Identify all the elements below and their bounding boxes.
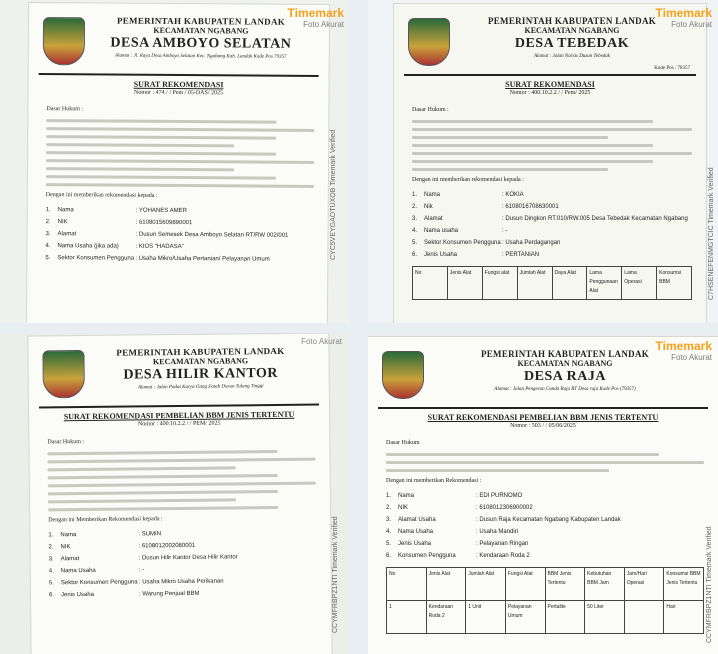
table-row <box>386 601 704 634</box>
field-no: 1. <box>412 192 418 198</box>
field-label: Alamat Usaha <box>398 517 436 523</box>
table-cell: 50 Liter <box>584 601 624 633</box>
field-row <box>49 577 317 589</box>
field-row <box>386 516 704 525</box>
watermark-subtitle: Foto Akurat <box>301 337 342 346</box>
field-row <box>49 589 317 601</box>
table-header-cell: No <box>389 571 396 577</box>
field-row <box>46 218 314 229</box>
regency-name: PEMERINTAH KABUPATEN LANDAK <box>480 349 650 359</box>
field-no: 4. <box>45 243 51 250</box>
letter-title: SURAT REKOMENDASI <box>133 79 224 90</box>
table-cell: Hari <box>663 601 703 633</box>
field-label: Alamat <box>424 216 443 222</box>
village-address: Alamat : Jalan Pengeran Cunda Raja RT Desa raja Kode Pos (79357) <box>494 387 636 392</box>
table-header-cell: BBM Jenis Tertentu <box>545 568 585 600</box>
field-value: : Usaha Mikro/Usaha Pertanian/ Pelayanan Umum <box>135 255 270 263</box>
table-header-cell: Kebutuhan BBM Jam <box>584 568 624 600</box>
field-row <box>46 206 314 217</box>
regency-name: PEMERINTAH KABUPATEN LANDAK <box>116 345 285 358</box>
recommendation-statement: Dengan ini Memberikan Rekomendasi kepada : <box>48 516 163 524</box>
field-no: 6. <box>48 592 55 599</box>
regency-name: PEMERINTAH KABUPATEN LANDAK <box>116 15 286 27</box>
regency-name: PEMERINTAH KABUPATEN LANDAK <box>487 16 657 26</box>
timemark-watermark <box>288 6 344 29</box>
field-row <box>45 242 313 253</box>
text-line <box>47 450 277 455</box>
field-no: 5. <box>45 255 51 262</box>
table-cell: 1 Unit <box>465 601 505 633</box>
field-no: 2. <box>412 204 418 210</box>
document-sheet <box>27 3 329 323</box>
field-value: : Kendaraan Roda 2 <box>476 553 530 559</box>
field-no: 3. <box>412 216 418 222</box>
field-value: : EDI PURNOMO <box>476 493 523 499</box>
village-name: DESA AMBOYO SELATAN <box>110 35 292 52</box>
field-row <box>386 552 704 561</box>
field-value: : KIOS "HADASA" <box>135 243 184 251</box>
field-value: : Dusun Dingkon RT.010/RW.005 Desa Tebedak Kecamatan Ngabang <box>502 216 688 222</box>
text-line <box>48 498 236 503</box>
field-row <box>49 553 317 565</box>
text-line <box>46 167 234 171</box>
text-line <box>412 136 608 139</box>
photo-3-hilir-kantor <box>0 333 350 654</box>
field-value: : Dusun Raja Kecamatan Ngabang Kabupaten Landak <box>476 517 621 523</box>
recipient-fields <box>45 206 313 265</box>
field-row <box>386 528 704 537</box>
equipment-table-header <box>386 567 704 601</box>
field-label: Sektor Konsumen Pengguna <box>60 579 138 587</box>
field-no: 5. <box>48 580 54 587</box>
field-label: Nama usaha <box>424 228 459 234</box>
district-name: KECAMATAN NGABANG <box>517 359 613 368</box>
field-value: : Dusun Hilir Kantor Desa Hilir Kantor <box>138 554 238 562</box>
field-value: : Usaha Mikro Usaha Perikanan <box>138 578 224 586</box>
text-line <box>412 144 653 147</box>
field-row <box>48 541 316 553</box>
field-no: 5. <box>386 541 392 547</box>
field-no: 3. <box>48 556 54 563</box>
table-header-cell: Jumlah Alat <box>465 568 505 600</box>
field-row <box>412 203 692 212</box>
field-no: 4. <box>386 529 392 535</box>
table-header-cell: Jenis Alat <box>426 568 466 600</box>
field-label: Nama <box>60 532 77 539</box>
text-line <box>386 453 659 456</box>
letter-title: SURAT REKOMENDASI PEMBELIAN BBM JENIS TERTENTU <box>63 409 295 422</box>
field-value: : PERTANIAN <box>502 252 540 258</box>
field-no: 2. <box>386 505 392 511</box>
letterhead <box>39 13 319 77</box>
photo-2-tebedak <box>368 0 718 323</box>
field-label: Nama Usaha (jika ada) <box>57 243 119 250</box>
letter-number: Nomor : 400.10.2.2 / / Pem/ 2025 <box>509 90 591 96</box>
field-no: 2. <box>45 219 51 226</box>
letterhead-text <box>88 346 312 391</box>
field-row <box>386 492 704 501</box>
field-label: Nama <box>57 207 74 214</box>
text-line <box>48 482 316 488</box>
field-value: : 6108015609890001 <box>135 219 193 227</box>
text-line <box>412 120 653 123</box>
field-no: 3. <box>45 231 51 238</box>
field-label: NIK <box>60 544 71 551</box>
text-line <box>48 466 236 471</box>
text-line <box>46 119 276 124</box>
grid-gutter-horizontal <box>0 323 718 333</box>
recipient-fields <box>412 191 692 260</box>
recommendation-statement: Dengan ini memberikan Rekomendasi : <box>386 478 482 484</box>
field-row <box>45 254 313 265</box>
verification-code: CYC5VEYGAOTUXOB Timemark Verified <box>330 129 337 260</box>
field-value: : 6108016708630001 <box>502 204 559 210</box>
table-header-cell: Lama Operasi <box>621 267 656 299</box>
field-value: : Usaha Mandiri <box>476 529 519 535</box>
field-row <box>412 251 692 260</box>
table-cell: Pertalite <box>545 601 585 633</box>
field-label: Jenis Usaha <box>60 591 95 599</box>
field-label: Nama Usaha <box>398 529 434 535</box>
field-row <box>412 227 692 236</box>
text-line <box>46 143 234 147</box>
letterhead-text <box>89 15 313 60</box>
text-line <box>46 135 276 140</box>
legal-basis-heading: Dasar Hukum : <box>46 106 84 113</box>
text-line <box>386 469 609 472</box>
equipment-table <box>412 266 692 300</box>
landak-regency-logo-icon <box>43 17 85 65</box>
table-cell: Pelayanan Umum <box>505 601 545 633</box>
field-value: : YOHANES AMER <box>135 207 187 215</box>
legal-basis-heading: Dasar Hukum <box>386 440 420 446</box>
field-value: : 6108012306900002 <box>476 505 533 511</box>
table-header-cell: Jam/Hari Operasi <box>624 568 664 600</box>
watermark-brand: Timemark <box>655 339 712 353</box>
photo-4-raja <box>368 333 718 654</box>
verification-code: CCYMFRBPZ1NTI Timemark Verified <box>706 526 713 643</box>
field-row <box>46 230 314 241</box>
field-label: Sektor Konsumen Pengguna <box>57 255 135 262</box>
letter-number: Nomor : 400.10.2.2 / / PEM/ 2025 <box>137 420 221 428</box>
field-no: 6. <box>412 252 418 258</box>
village-address: Alamat : Jl. Raya Desa Amboyo Selatan Kec. Ngabang Kab. Landak Kode Pos 79357 <box>114 53 287 60</box>
letter-title: SURAT REKOMENDASI <box>505 80 595 89</box>
landak-regency-logo-icon <box>408 18 450 66</box>
landak-regency-logo-icon <box>42 350 85 398</box>
letter-heading <box>378 413 708 429</box>
text-line <box>386 461 704 464</box>
document-sheet <box>28 333 331 654</box>
field-row <box>412 239 692 248</box>
text-line <box>46 151 276 156</box>
letterhead <box>404 14 696 76</box>
district-name: KECAMATAN NGABANG <box>152 356 249 367</box>
field-value: : Dusun Semesek Desa Amboyo Selatan RT/RW 002/001 <box>135 231 289 239</box>
field-label: Jenis Usaha <box>424 252 458 258</box>
recipient-fields <box>386 492 704 561</box>
field-row <box>48 529 316 541</box>
watermark-brand: Timemark <box>655 6 712 20</box>
table-header-cell: Konsumsi BBM Jenis Tertentu <box>663 568 703 600</box>
table-header-cell: Jumlah Alat <box>517 267 552 299</box>
recommendation-statement: Dengan ini memberikan rekomendasi kepada : <box>412 177 524 183</box>
verification-code: C7HSENEFENMGTCIC Timemark Verified <box>708 167 715 300</box>
village-address: Alamat : Jalan Narsis Dusun Tebedak <box>533 54 611 59</box>
timemark-watermark <box>656 339 712 362</box>
field-label: Alamat <box>57 231 77 238</box>
legal-basis-heading: Dasar Hukum : <box>47 439 85 446</box>
field-no: 6. <box>386 553 392 559</box>
table-cell: 1 <box>389 604 392 610</box>
recommendation-statement: Dengan ini memberikan rekomendasi kepada : <box>45 192 158 199</box>
watermark-subtitle: Foto Akurat <box>671 20 712 29</box>
table-header-cell: No <box>415 270 422 276</box>
field-row <box>49 565 317 577</box>
field-row <box>386 504 704 513</box>
district-name: KECAMATAN NGABANG <box>153 25 249 36</box>
text-line <box>412 152 692 155</box>
letter-heading <box>39 410 319 429</box>
field-value: : Pelayanan Ringan <box>476 541 529 547</box>
district-name: KECAMATAN NGABANG <box>524 26 620 35</box>
field-no: 1. <box>48 532 54 539</box>
postal-code: Kode Pos : 78357 <box>654 66 690 71</box>
field-no: 4. <box>412 228 418 234</box>
text-line <box>412 168 608 171</box>
watermark-brand: Timemark <box>287 6 344 20</box>
watermark-subtitle: Foto Akurat <box>303 20 344 29</box>
table-cell <box>624 601 664 633</box>
village-name: DESA RAJA <box>524 369 606 384</box>
field-label: Jenis Usaha <box>398 541 432 547</box>
field-value: : 6108012002080001 <box>138 542 196 550</box>
letter-number: Nomor : 503 / / 05/06/2025 <box>510 423 576 429</box>
field-label: Sektor Konsumen Pengguna <box>424 240 501 246</box>
field-label: Konsumen Pengguna <box>398 553 456 559</box>
field-no: 4. <box>48 568 54 575</box>
field-value: : SUMIN <box>138 531 162 538</box>
document-sheet <box>394 4 706 323</box>
village-name: DESA HILIR KANTOR <box>123 365 279 383</box>
letter-title: SURAT REKOMENDASI PEMBELIAN BBM JENIS TERTENTU <box>427 413 659 422</box>
field-value: : - <box>138 567 145 574</box>
letterhead <box>38 344 319 409</box>
table-header-cell: Fungsi Alat <box>505 568 545 600</box>
field-label: NIK <box>398 505 409 511</box>
recipient-fields <box>48 529 317 601</box>
text-line <box>46 127 314 132</box>
field-no: 2. <box>48 544 54 551</box>
timemark-watermark <box>656 6 712 29</box>
field-row <box>386 540 704 549</box>
field-value: : KOKIA <box>502 192 524 198</box>
table-cell: Kendaraan Roda 2 <box>426 601 466 633</box>
letter-heading <box>404 80 696 96</box>
text-line <box>48 474 278 479</box>
table-header-cell: Jenis Alat <box>447 267 482 299</box>
text-line <box>46 159 314 164</box>
table-header-cell: Lama Penggunaan Alat <box>586 267 621 299</box>
table-header-cell: Fungsi alat <box>482 267 517 299</box>
text-line <box>412 128 692 131</box>
field-row <box>412 191 692 200</box>
landak-regency-logo-icon <box>382 351 424 399</box>
photo-1-amboyo-selatan <box>0 0 350 323</box>
text-line <box>48 506 278 511</box>
text-line <box>46 175 276 180</box>
field-no: 5. <box>412 240 418 246</box>
field-label: Nama <box>424 192 441 198</box>
field-value: : Warung Penjual BBM <box>138 590 200 598</box>
field-no: 3. <box>386 517 392 523</box>
field-no: 1. <box>386 493 392 499</box>
letter-body <box>45 105 314 268</box>
text-line <box>46 183 314 188</box>
letter-body <box>412 106 692 300</box>
field-label: NIK <box>57 219 68 226</box>
field-label: Alamat <box>60 556 80 563</box>
letter-body <box>47 436 317 604</box>
village-address: Alamat : Jalan Padat Karya Gang Fatah Dusun Tulang Tinggi <box>137 384 264 391</box>
letter-body <box>386 439 704 634</box>
table-header-cell: Daya Alat <box>552 267 587 299</box>
field-row <box>412 215 692 224</box>
village-name: DESA TEBEDAK <box>514 36 630 51</box>
legal-basis-heading: Dasar Hukum : <box>412 107 449 113</box>
verification-code: CCYMFRBPZ1NTI Timemark Verified <box>332 516 339 633</box>
letter-heading <box>39 79 319 97</box>
document-sheet <box>368 337 718 654</box>
field-label: Nama Usaha <box>60 567 96 575</box>
text-line <box>48 458 316 464</box>
field-no: 1. <box>45 207 51 214</box>
field-label: Nama <box>398 493 415 499</box>
text-line <box>48 490 278 495</box>
field-value: : - <box>502 228 508 234</box>
watermark-subtitle: Foto Akurat <box>671 353 712 362</box>
field-label: Nik <box>424 204 433 210</box>
table-header-cell: Konsumsi BBM <box>656 267 691 299</box>
letter-number: Nomor : 474 / / Pem / 05-DAS/ 2025 <box>133 89 224 97</box>
field-value: : Usaha Perdagangan <box>502 240 561 246</box>
text-line <box>412 160 653 163</box>
